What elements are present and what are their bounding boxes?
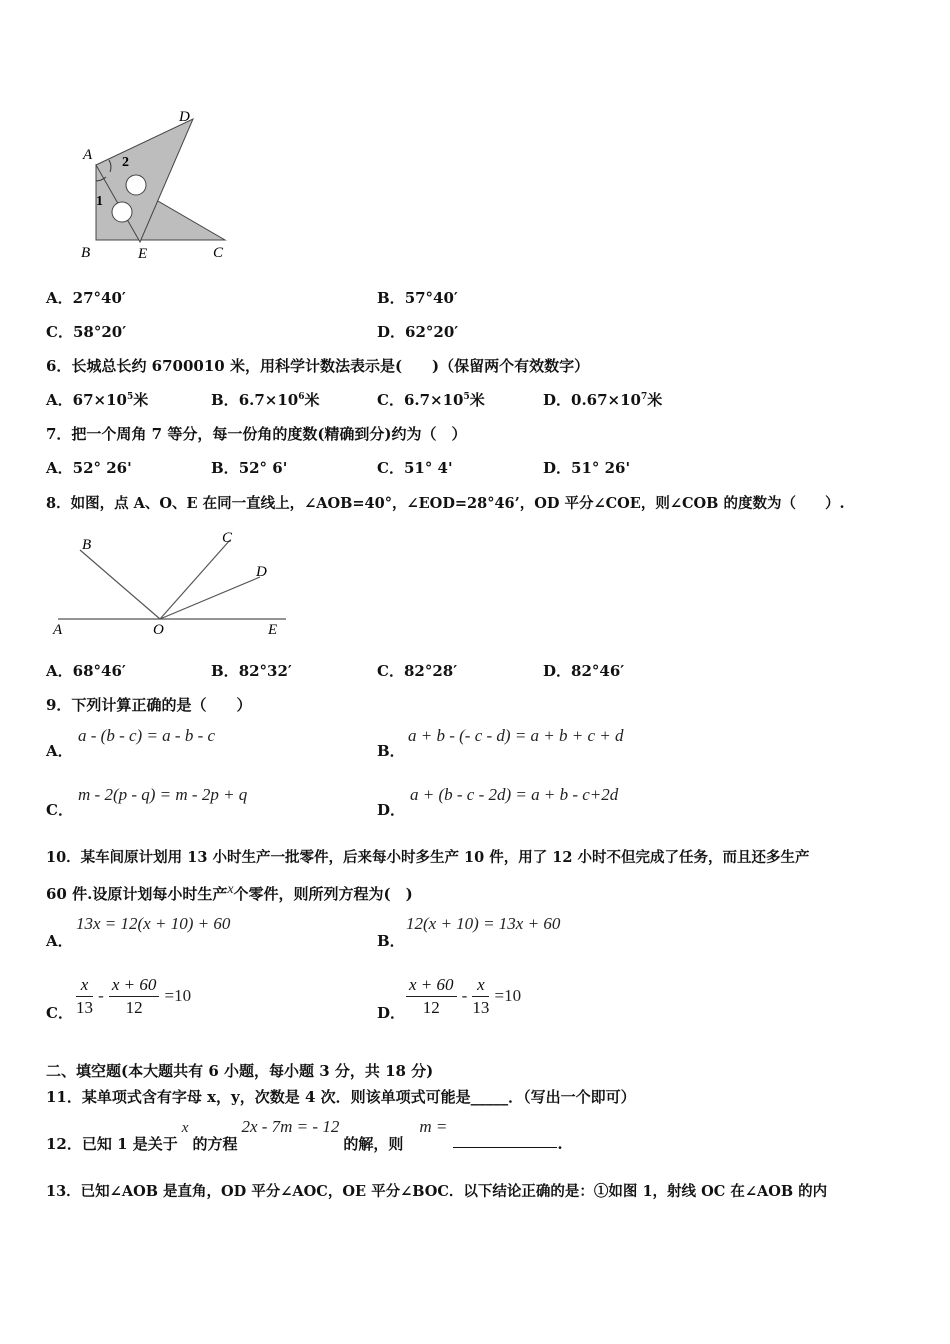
q9-option-d-key: D． — [377, 801, 406, 819]
label-B: B — [81, 245, 91, 261]
label-B: B — [82, 537, 92, 553]
q5-option-a: A．27°40′ — [46, 289, 126, 307]
label-2: 2 — [122, 155, 129, 170]
q5-option-b: B．57°40′ — [377, 289, 458, 307]
q10-option-a-expr: 13x = 12(x + 10) + 60 — [76, 914, 231, 933]
q8-angle-figure — [48, 522, 293, 642]
q9-option-c-expr: m - 2(p - q) = m - 2p + q — [78, 785, 248, 804]
q9-option-c-key: C． — [46, 801, 73, 819]
q10-stem-line1: 10．某车间原计划用 13 小时生产一批零件，后来每小时多生产 10 件，用了 12 小时不但完成了任务，而且还多生产 — [46, 849, 810, 866]
label-D: D — [179, 109, 190, 125]
q10-option-c-key: C． — [46, 1004, 73, 1022]
label-D: D — [256, 564, 267, 580]
label-C: C — [222, 530, 233, 546]
q7-option-a: A．52° 26' — [46, 459, 132, 477]
q13-stem: 13．已知∠AOB 是直角，OD 平分∠AOC，OE 平分∠BOC．以下结论正确的是：①如图 1，射线 OC 在∠AOB 的内 — [46, 1183, 828, 1200]
q5-option-d: D．62°20′ — [377, 323, 459, 341]
q10-option-b-key: B． — [377, 932, 405, 950]
q9-option-b-key: B． — [377, 742, 405, 760]
q5-triangle-figure — [75, 105, 240, 265]
q6-option-d: D．$0.67\times 10^7$米 — [543, 391, 663, 409]
q10-option-d-key: D． — [377, 1004, 406, 1022]
q6-stem: 6．长城总长约 6700010 米，用科学计数法表示是( )（保留两个有效数字） — [46, 357, 590, 375]
q9-option-a-key: A． — [46, 742, 73, 760]
hole-circle-upper — [126, 175, 146, 195]
q7-option-c: C．51° 4' — [377, 459, 453, 477]
section2-heading: 二、填空题(本大题共有 6 小题，每小题 3 分，共 18 分) — [46, 1062, 434, 1080]
q10-option-d-expr: $\frac{x + 60}{12}$ - $\frac{x}{13}$ =10 — [406, 974, 521, 1019]
ray-OB — [80, 550, 160, 619]
q12-stem: 12．已知 1 是关于x的方程2x - 7m = - 12的解，则m =. — [46, 1117, 563, 1153]
q10-option-a-key: A． — [46, 932, 73, 950]
label-1: 1 — [96, 194, 103, 209]
q9-option-a-expr: a - (b - c) = a - b - c — [78, 726, 216, 745]
ray-OC — [160, 540, 230, 619]
q7-stem: 7．把一个周角 7 等分，每一份角的度数(精确到分)约为（ ） — [46, 425, 467, 443]
q8-option-d: D．82°46′ — [543, 662, 625, 680]
q8-stem: 8．如图，点 A、O、E 在同一直线上，∠AOB=40°，∠EOD=28°46’，OD 平分∠COE，则∠COB 的度数为（ ）. — [46, 495, 845, 512]
q10-stem-line2: 60 件.设原计划每小时生产x个零件，则所列方程为( ) — [46, 882, 413, 903]
q5-option-c: C．58°20′ — [46, 323, 127, 341]
q7-option-b: B．52° 6' — [211, 459, 288, 477]
q6-option-c: C．$6.7\times 10^5$米 — [377, 391, 485, 409]
label-O: O — [153, 622, 164, 638]
q7-option-d: D．51° 26' — [543, 459, 631, 477]
q10-option-b-expr: 12(x + 10) = 13x + 60 — [406, 914, 561, 933]
q12-answer-blank[interactable] — [453, 1147, 557, 1148]
q9-option-d-expr: a + (b - c - 2d) = a + b - c+2d — [410, 785, 619, 804]
q9-option-b-expr: a + b - (- c - d) = a + b + c + d — [408, 726, 624, 745]
label-C: C — [213, 245, 224, 261]
q10-option-c-expr: $\frac{x}{13}$ - $\frac{x + 60}{12}$ =10 — [76, 975, 192, 1017]
q8-option-b: B．82°32′ — [211, 662, 292, 680]
ray-OD — [160, 577, 260, 619]
q8-option-c: C．82°28′ — [377, 662, 458, 680]
label-E: E — [268, 622, 278, 638]
q11-stem: 11．某单项式含有字母 x，y，次数是 4 次．则该单项式可能是_____．（写出一个即可） — [46, 1088, 636, 1106]
hole-circle-lower — [112, 202, 132, 222]
label-E: E — [138, 246, 148, 262]
q8-option-a: A．68°46′ — [46, 662, 126, 680]
label-A: A — [53, 622, 63, 638]
q6-option-b: B．$6.7\times 10^6$米 — [211, 391, 320, 409]
q6-option-a: A．$67\times 10^5$米 — [46, 391, 149, 409]
q9-stem: 9．下列计算正确的是（ ） — [46, 696, 252, 714]
label-A: A — [83, 147, 93, 163]
